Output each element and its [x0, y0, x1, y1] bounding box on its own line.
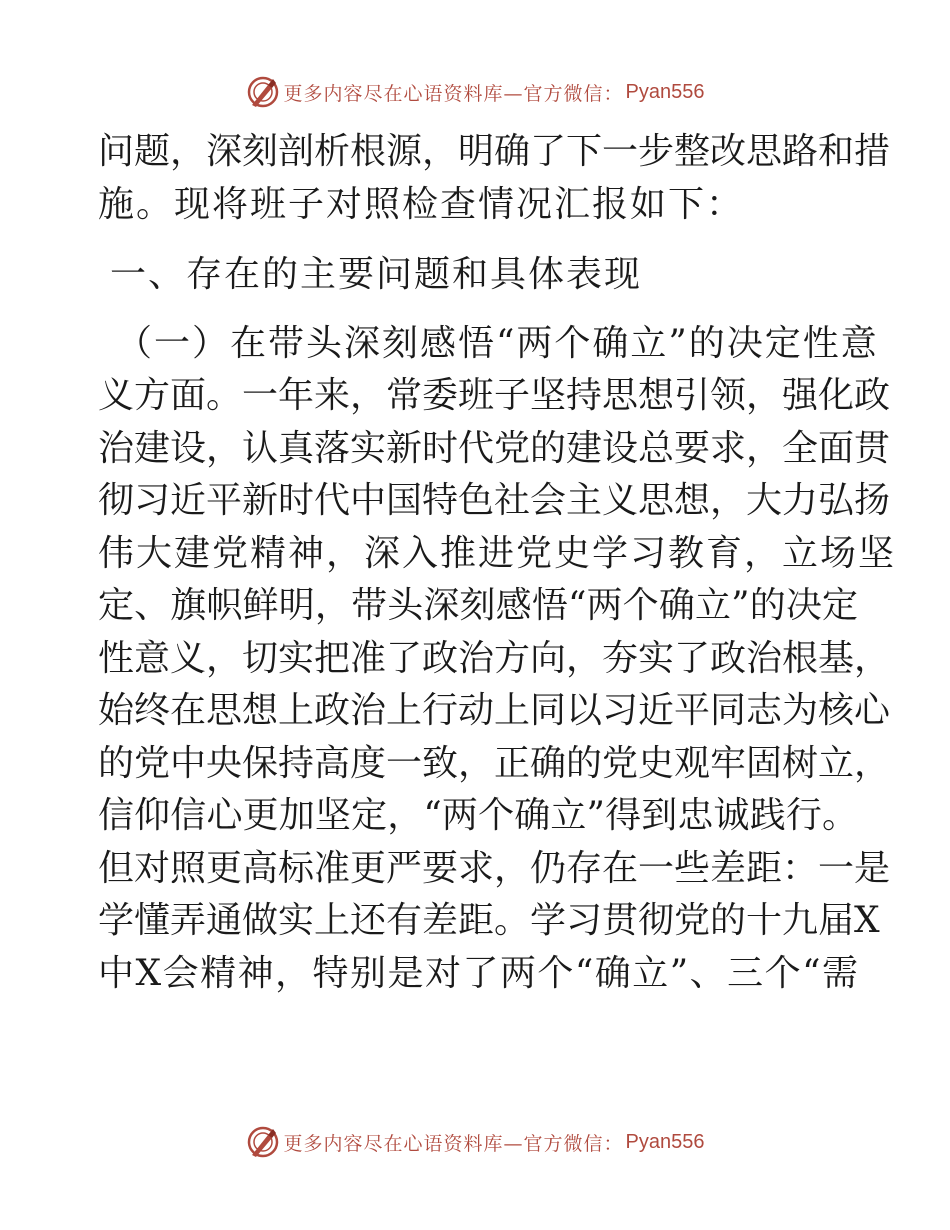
watermark-text: 更多内容尽在心语资料库—官方微信： — [283, 1132, 624, 1155]
text-line: 施。现将班子对照检查情况汇报如下： — [98, 183, 745, 225]
watermark-wechat-id: Pyan556 — [625, 80, 705, 103]
pen-logo-icon — [246, 1125, 280, 1159]
text-line: 义方面。一年来，常委班子坚持思想引领，强化政 — [98, 375, 891, 416]
watermark-text: 更多内容尽在心语资料库—官方微信： — [283, 82, 624, 105]
text-line: 始终在思想上政治上行动上同以习近平同志为核心 — [98, 690, 891, 731]
footer-watermark — [0, 1122, 950, 1162]
header-watermark — [0, 72, 950, 112]
pen-logo-icon — [246, 75, 280, 109]
watermark-wechat-id: Pyan556 — [625, 1130, 705, 1153]
section-heading: 一、存在的主要问题和具体表现 — [110, 254, 643, 295]
text-line: 学懂弄通做实上还有差距。学习贯彻党的十九届X — [98, 900, 880, 941]
text-line: 伟大建党精神，深入推进党史学习教育，立场坚 — [98, 532, 897, 574]
text-line: 彻习近平新时代中国特色社会主义思想，大力弘扬 — [98, 480, 891, 521]
text-line: 问题，深刻剖析根源，明确了下一步整改思路和措 — [98, 131, 891, 172]
text-line: 定、旗帜鲜明，带头深刻感悟“两个确立”的决定 — [98, 585, 858, 626]
text-line: 的党中央保持高度一致，正确的党史观牢固树立， — [98, 742, 891, 784]
text-line: 性意义，切实把准了政治方向，夯实了政治根基， — [98, 637, 891, 679]
document-body — [98, 126, 897, 1000]
text-line: 治建设，认真落实新时代党的建设总要求，全面贯 — [98, 427, 891, 469]
text-line: 信仰信心更加坚定，“两个确立”得到忠诚践行。 — [98, 795, 858, 836]
text-line: 但对照更高标准更严要求，仍存在一些差距：一是 — [98, 847, 891, 889]
text-line: 中X会精神，特别是对了两个“确立”、三个“需 — [98, 952, 858, 994]
subsection-heading-line: （一）在带头深刻感悟“两个确立”的决定性意 — [116, 322, 879, 364]
